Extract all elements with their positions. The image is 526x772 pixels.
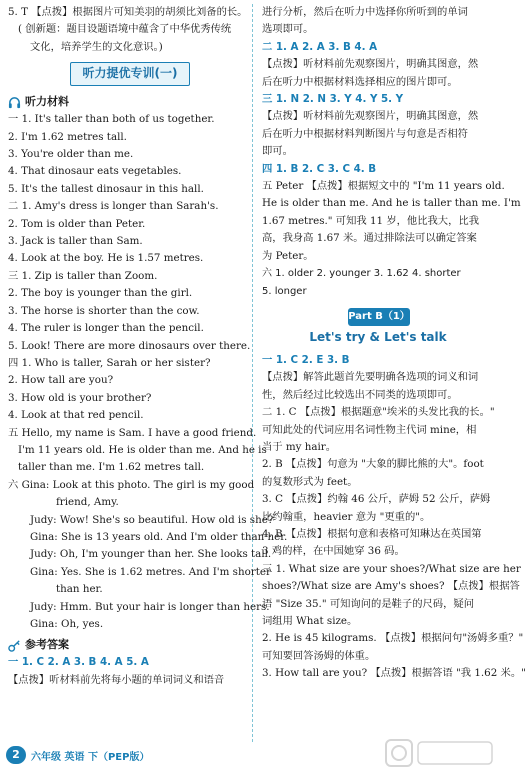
innovation-note-1: ( 创新题：题目设题语境中蕴含了中华优秀传统 <box>18 23 232 36</box>
listening-line: 2. The boy is younger than the girl. <box>8 287 193 300</box>
text-line: 即可。 <box>262 145 293 158</box>
headphones-icon <box>8 96 21 109</box>
right-column <box>262 4 526 683</box>
text-line: 【点拨】听材料前先观察图片，明确其图意，然 <box>262 58 479 71</box>
listening-line: 4. Look at the boy. He is 1.57 metres. <box>8 252 204 265</box>
footer-label: 六年级 英语 下（PEP版） <box>31 751 150 763</box>
lesson-title: Let's try & Let's talk <box>309 329 447 344</box>
listening-line: 四 1. Who is taller, Sarah or her sister? <box>8 356 211 369</box>
listening-line: 3. Jack is taller than Sam. <box>8 235 143 248</box>
page-number: 2 <box>6 746 26 764</box>
text-line: 比约翰重，heavier 意为 "更重的"。 <box>262 510 431 523</box>
listening-line: friend, Amy. <box>56 496 119 509</box>
text-line: 3. C 【点拨】约翰 46 公斤，萨姆 52 公斤，萨姆 <box>262 493 491 506</box>
text-line: 2. B 【点拨】句意为 "大象的脚比熊的大"。foot <box>262 458 484 471</box>
listening-line: 2. I'm 1.62 metres tall. <box>8 130 127 143</box>
answer-row-4: 四 1. B 2. C 3. C 4. B <box>262 162 377 175</box>
listening-title: 听力材料 <box>25 95 69 109</box>
listening-line: Judy: Oh, I'm younger than her. She looks tall. <box>30 548 272 561</box>
text-line: 为 Peter。 <box>262 249 314 262</box>
text-line: 后在听力中根据材料判断图片与句意是否相符 <box>262 127 468 140</box>
listening-line: 4. Look at that red pencil. <box>8 409 144 422</box>
text-line: 当于 my hair。 <box>262 440 337 453</box>
listening-header <box>8 94 246 110</box>
listening-line: 2. Tom is older than Peter. <box>8 217 146 230</box>
text-line: 【点拨】听材料前先观察图片，明确其图意，然 <box>262 110 479 123</box>
listening-line: 一 1. It's taller than both of us together. <box>8 113 215 126</box>
listening-line: Gina: Yes. She is 1.62 metres. And I'm shorter <box>30 565 271 578</box>
listening-line: 4. The ruler is longer than the pencil. <box>8 322 204 335</box>
listening-line: 3. The horse is shorter than the cow. <box>8 304 200 317</box>
text-line: 五 Peter 【点拨】根据短文中的 "I'm 11 years old. <box>262 180 505 193</box>
listening-line: than her. <box>56 583 103 596</box>
listening-line: 3. How old is your brother? <box>8 391 152 404</box>
text-line: 4. B 【点拨】根据句意和表格可知琳达在英国第 <box>262 527 482 540</box>
text-line: 词组用 What size。 <box>262 615 358 627</box>
text-line: 二 1. C 【点拨】根据题意"埃米的头发比我的长。" <box>262 406 495 419</box>
listening-line: Judy: Hmm. But your hair is longer than hers. <box>30 600 270 613</box>
text-line: 三 1. What size are your shoes?/What size are her <box>262 562 521 575</box>
listening-line: 4. That dinosaur eats vegetables. <box>8 165 182 178</box>
listening-line: 五 Hello, my name is Sam. I have a good friend. <box>8 426 257 439</box>
text-line: 的复数形式为 feet。 <box>262 475 358 488</box>
listening-line: I'm 11 years old. He is older than me. And he is <box>18 443 267 456</box>
listening-line: 5. It's the tallest dinosaur in this hall. <box>8 182 204 195</box>
answer-row-6: 六 1. older 2. younger 3. 1.62 4. shorter <box>262 268 461 280</box>
watermark-logo <box>384 736 496 770</box>
text-line: 3 鸡的样，在中国她穿 36 码。 <box>262 545 405 558</box>
text-line: 【点拨】解答此题首先要明确各选项的词义和词 <box>262 371 479 384</box>
text-line: shoes?/What size are Amy's shoes? 【点拨】根据答 <box>262 580 520 593</box>
answers-line-2: 【点拨】听材料前先将每小题的单词词义和语音 <box>8 673 225 686</box>
key-icon <box>8 639 21 652</box>
text-line: 2. He is 45 kilograms. 【点拨】根据问句"汤姆多重？" <box>262 632 524 645</box>
text-line: 语 "Size 35." 可知询问的是鞋子的尺码，疑问 <box>262 597 474 610</box>
text-line: He is older than me. And he is taller than me. I'm <box>262 197 521 210</box>
answer-row-2: 二 1. A 2. A 3. B 4. A <box>262 40 378 53</box>
page-footer <box>6 744 149 766</box>
text-line: 3. How tall are you? 【点拨】根据答语 "我 1.62 米。" <box>262 667 526 680</box>
b-answer-row-1: 一 1. C 2. E 3. B <box>262 353 350 366</box>
listening-line: Gina: Oh, yes. <box>30 618 104 630</box>
answers-line-1: 一 1. C 2. A 3. B 4. A 5. A <box>8 656 149 669</box>
part-badge: Part B（1） <box>348 308 410 326</box>
listening-line: taller than me. I'm 1.62 metres tall. <box>18 461 205 474</box>
listening-line: 5. Look! There are more dinosaurs over there. <box>8 339 251 352</box>
column-divider <box>252 4 253 742</box>
q5-answer: 5. T 【点拨】根据图片可知美羽的胡须比刘备的长。 <box>8 6 248 18</box>
listening-line: 二 1. Amy's dress is longer than Sarah's. <box>8 200 219 213</box>
text-line: 可知此处的代词应用名词性物主代词 mine，相 <box>262 423 477 436</box>
listening-line: Gina: She is 13 years old. And I'm older than her. <box>30 530 288 543</box>
answer-row-3: 三 1. N 2. N 3. Y 4. Y 5. Y <box>262 93 404 106</box>
answers-header <box>8 637 246 653</box>
text-line: 进行分析，然后在听力中选择你所听到的单词 <box>262 6 468 18</box>
listening-line: 3. You're older than me. <box>8 148 134 161</box>
answer-row-6b: 5. longer <box>262 285 307 297</box>
listening-line: Judy: Wow! She's so beautiful. How old is she? <box>30 513 274 526</box>
text-line: 选项即可。 <box>262 23 314 36</box>
text-line: 1.67 metres." 可知我 11 岁，他比我大，比我 <box>262 214 479 227</box>
text-line: 可知要回答汤姆的体重。 <box>262 649 376 662</box>
text-line: 后在听力中根据材料选择相应的图片即可。 <box>262 75 458 88</box>
text-line: 性，然后经过比较选出不同类的选项即可。 <box>262 388 458 401</box>
innovation-note-2: 文化，培养学生的文化意识。) <box>30 40 163 53</box>
listening-line: 2. How tall are you? <box>8 374 114 387</box>
text-line: 高，我身高 1.67 米。通过排除法可以确定答案 <box>262 232 477 245</box>
section-banner: 听力提优专训(一) <box>70 62 190 86</box>
listening-line: 三 1. Zip is taller than Zoom. <box>8 269 158 282</box>
listening-line: 六 Gina: Look at this photo. The girl is my good <box>8 478 255 491</box>
answers-title: 参考答案 <box>25 638 69 652</box>
